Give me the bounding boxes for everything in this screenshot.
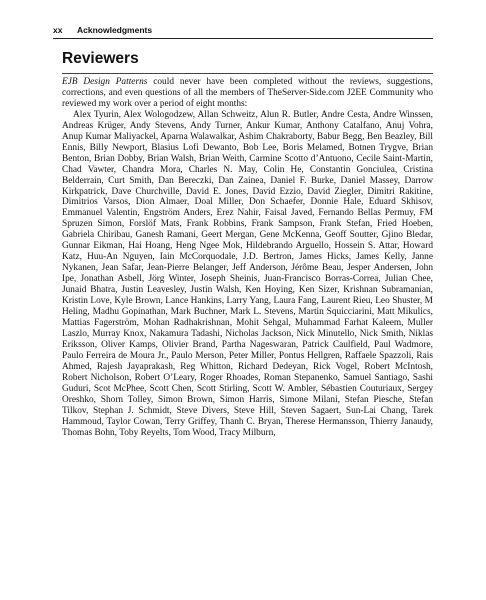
book-title: EJB Design Patterns: [62, 77, 148, 87]
reviewer-names-paragraph: Alex Tyurin, Alex Wologodzew, Allan Schweitz, Alun R. Butler, Andre Cesta, Andre Winssen, Andreas Krüger, Andy Stevens, Andy Turner, Ankur Kumar, Anthony Catalfano, Anuj Vohra, Anup Kumar Maliyackel, Aparna Walawalkar, Ashim Chakraborty, Babur Begg, Ben Beazley, Bill Ennis, Billy Newport, Blasius Lofi Dewanto, Bob Lee, Boris Melamed, Botnen Trygve, Brian Benton, Brian Dobby, Brian Walsh, Brian Weith, Carmine Scotto d’Antuono, Cecile Saint-Martin, Chad Vawter, Chandra Mora, Charles N. May, Colin He, Constantin Gonciulea, Cristina Belderrain, Curt Smith, Dan Bereczki, Dan Zainea, Daniel F. Burke, Daniel Massey, Darrow Kirkpatrick, Dave Churchville, David E. Jones, David Ezzio, David Ziegler, Dimitri Rakitine, Dimitrios Varsos, Dion Almaer, Doal Miller, Don Schaefer, Donnie Hale, Eduard Skhisov, Emmanuel Valentin, Engström Anders, Erez Nahir, Faisal Javed, Fernando Bellas Permuy, FM Spruzen Simon, Forslöf Mats, Frank Robbins, Frank Sampson, Frank Stefan, Fried Hoeben, Gabriela Chiribau, Ganesh Ramani, Geert Mergan, Gene McKenna, Geoff Soutter, Gjino Bledar, Gunnar Eikman, Hai Hoang, Heng Ngee Mok, Hildebrando Arguello, Hossein S. Attar, Howard Katz, Huu-An Nguyen, Iain McCorquodale, J.D. Bertron, James Hicks, James Kelly, Janne Nykanen, Jean Safar, Jean-Pierre Belanger, Jeff Anderson, Jérôme Beau, Jesper Andersen, John Ipe, Jonathan Asbell, Jörg Winter, Joseph Sheinis, Juan-Francisco Borras-Correa, Julian Chee, Junaid Bhatra, Justin Leavesley, Justin Walsh, Ken Hoying, Ken Sizer, Krishnan Subramanian, Kristin Love, Kyle Brown, Lance Hankins, Larry Yang, Laura Fang, Laurent Rieu, Leo Shuster, M Heling, Madhu Gopinathan, Mark Buchner, Mark L. Stevens, Martin Squicciarini, Matt Mikulics, Mattias Fagerström, Mohan Radhakrishnan, Mohit Sehgal, Muhammad Farhat Kaleem, Muller Laszlo, Murray Knox, Nakamura Tadashi, Nicholas Jackson, Nick Minutello, Nick Smith, Niklas Eriksson, Oliver Kamps, Olivier Brand, Partha Nageswaran, Patrick Caulfield, Paul Wadmore, Paulo Ferreira de Moura Jr., Paulo Merson, Peter Miller, Pontus Hellgren, Raffaele Spazzoli, Rais Ahmed, Rajesh Jayaprakash, Reg Whitton, Richard Dedeyan, Rick Vogel, Robert McIntosh, Robert Nicholson, Robert O’Leary, Roger Rhoades, Roman Stepanenko, Samuel Santiago, Sashi Guduri, Scot McPhee, Scott Chen, Scott Stirling, Scott W. Ambler, Sébastien Couturiaux, Sergey Oreshko, Shorn Tolley, Simon Brown, Simon Harris, Simone Milani, Stefan Piesche, Stefan Tilkov, Stephan J. Schmidt, Steve Divers, Steve Hill, Steven Sagaert, Sun-Lai Chang, Tarek Hammoud, Taylor Cowan, Terry Griffey, Thanh C. Bryan, Therese Hermansson, Thierry Janaudy, Thomas Bohn, Toby Reyelts, Tom Wood, Tracy Milburn,: [62, 109, 433, 438]
page-number: xx: [53, 25, 63, 35]
section-title: Reviewers: [62, 50, 139, 67]
running-head: [53, 23, 433, 37]
section-title-rule: [62, 73, 433, 74]
intro-text: could never have been completed without the reviews, suggestions, corrections, and even questions of all the members of TheServer-Side.com J2EE Community who reviewed my work over a period of eight months:: [62, 77, 433, 109]
intro-paragraph: [62, 77, 433, 110]
header-rule: [53, 38, 433, 39]
body-text: [62, 77, 433, 438]
running-head-title: Acknowledgments: [77, 25, 153, 35]
